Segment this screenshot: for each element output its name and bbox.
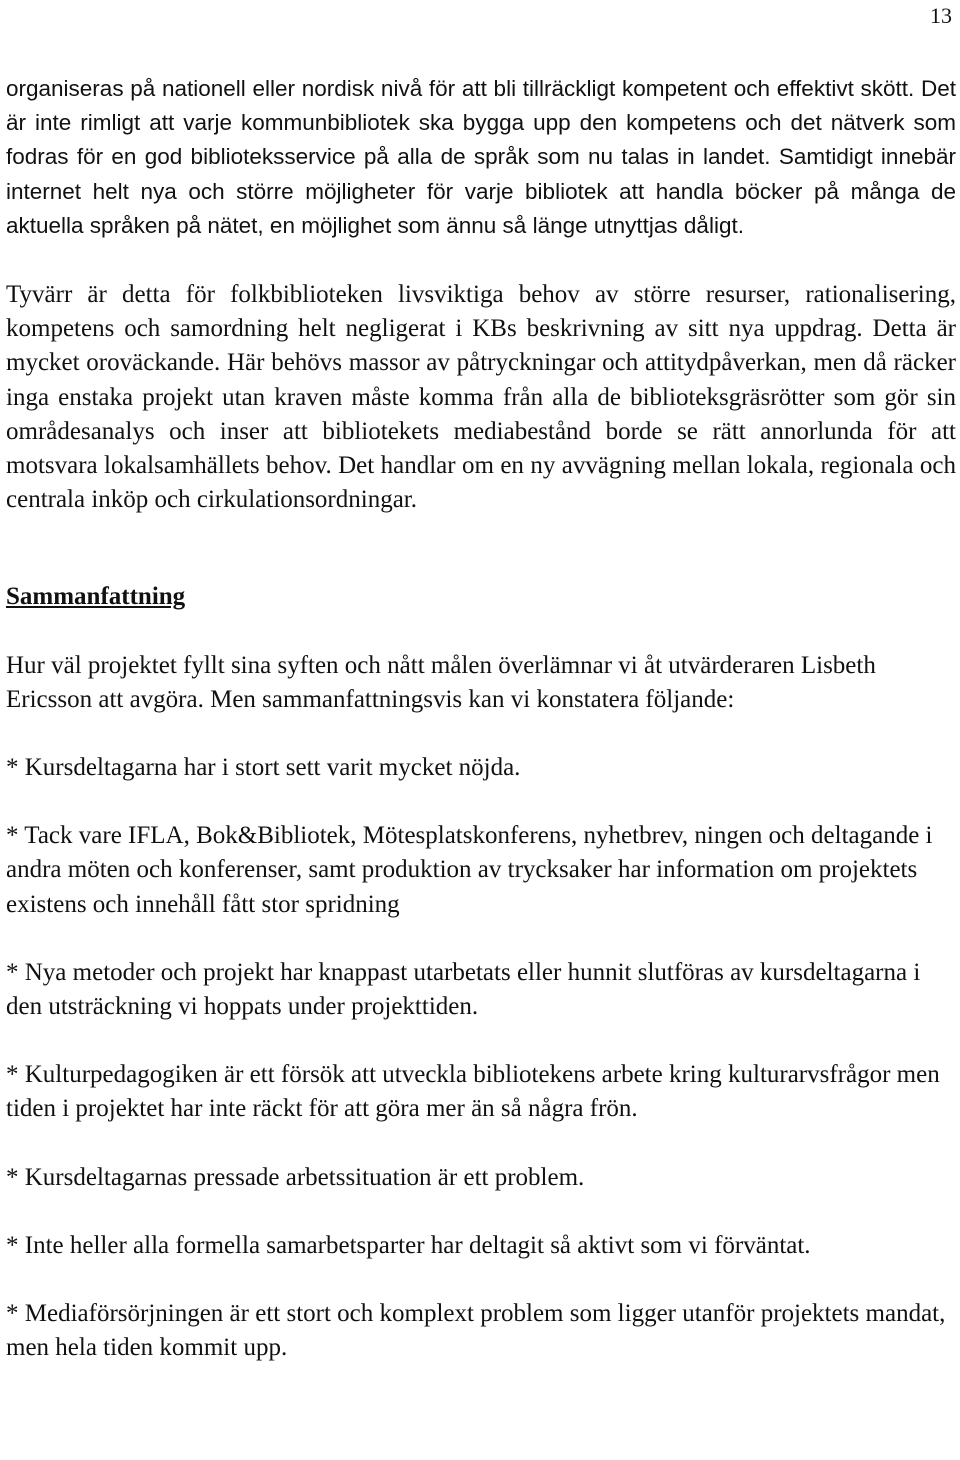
document-body [6,72,956,1365]
summary-point: * Kulturpedagogiken är ett försök att utveckla bibliotekens arbete kring kulturarvsfrågor men tiden i projektet har inte räckt för att göra mer än så några frön. [6,1061,940,1123]
page-number: 13 [930,3,952,28]
summary-point: * Inte heller alla formella samarbetsparter har deltagit så aktivt som vi förväntat. [6,1231,811,1259]
summary-point: * Mediaförsörjningen är ett stort och komplext problem som ligger utanför projektets mandat, men hela tiden kommit upp. [6,1300,946,1362]
section-heading-summary: Sammanfattning [6,583,186,611]
summary-point: * Kursdeltagarna har i stort sett varit mycket nöjda. [6,754,521,782]
paragraph-resources: Tyvärr är detta för folkbiblioteken livsviktiga behov av större resurser, rationalisering, kompetens och samordning helt negligerat i KBs beskrivning av sitt nya uppdrag. Detta är mycket oroväckande. Här behövs massor av påtryckningar och attitydpåverkan, men då räcker inga enstaka projekt utan kraven måste komma från alla de biblioteksgräsrötter som gör sin områdesanalys och inser att bibliotekets mediabestånd borde se rätt annorlunda för att motsvara lokalsamhällets behov. Det handlar om en ny avvägning mellan lokala, regionala och centrala inköp och cirkulationsordningar. [6,281,956,514]
summary-point: * Nya metoder och projekt har knappast utarbetats eller hunnit slutföras av kursdeltagarna i den utsträckning vi hoppats under projekttiden. [6,958,921,1021]
summary-intro: Hur väl projektet fyllt sina syften och nått målen överlämnar vi åt utvärderaren Lisbeth Ericsson att avgöra. Men sammanfattningsvis kan vi konstatera följande: [6,651,876,713]
summary-point: * Kursdeltagarnas pressade arbetssituation är ett problem. [6,1163,585,1191]
summary-point: * Tack vare IFLA, Bok&Bibliotek, Mötesplatskonferens, nyhetbrev, ningen och deltagande i andra möten och konferenser, samt produktion av trycksaker har information om projektets existens och innehåll fått stor spridning [6,822,933,918]
paragraph-organisation: organiseras på nationell eller nordisk nivå för att bli tillräckligt kompetent och effektivt skött. Det är inte rimligt att varje kommunbibliotek ska bygga upp den kompetens och det nätverk som fodras för en god biblioteksservice på alla de språk som nu talas in landet. Samtidigt innebär internet helt nya och större möjligheter för varje bibliotek att handla böcker på många de aktuella språken på nätet, en möjlighet som ännu så länge utnyttjas dåligt. [6,76,956,238]
